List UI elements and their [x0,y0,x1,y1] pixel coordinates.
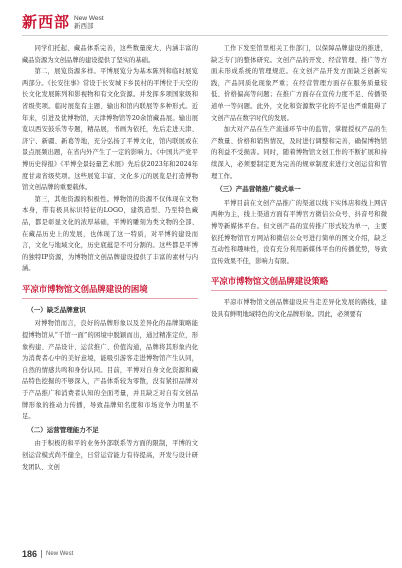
body-paragraph: 由于积极的和平的业务外部联系等方面的限制，平博的文创运营模式尚不健全，日常运营能力有待提高，开发与设计研发团队、文创 [22,440,198,471]
masthead [22,10,104,32]
subsection-heading: （一）缺乏品牌意识 [27,306,86,314]
journal-name: New West [46,551,74,557]
body-paragraph: 工作下发至馆里相关工作部门，以保障品牌建设的推进，缺乏专门的整体研究。文创产品的开发、经营管理、推广等方面未形成系统的管理规范。在文创产品开发方面缺乏创新实践，产品同质化现象严重；在经营管理方面存在服务质量较低、价格偏高等问题；在推广方面存在宣传力度不足、传播渠道单一等问题。此外，文化和资源数字化的不足也严重阻碍了文创产品在数字时代的发展。 [211,45,387,122]
body-paragraph: 同学们托起、藏品体系完善，这些数量庞大、内涵丰富的藏品资源为文创品牌的建设提供了坚实的基础。 [22,45,198,64]
header-divider [22,35,388,36]
journal-logo-english [74,15,104,30]
body-paragraph: 对博物馆而言，良好的品牌形象以及差异化的品牌策略能提博物馆从“千馆一面”的困境中脱颖而出，通过精准定位，形象构建、产品设计、运营推广、价值沟通，品牌将其形象内化为消费者心中的美好意境，能吸引游客走进博物馆产生认同，自然的情感共鸣和身份认同。目前，平博对自身文化资源和藏品特色挖掘的不够深入，产品体系较为零散，没有紧扣品牌对于产品推广和消费者认知的全面考量，并且缺乏对自有文创品牌形象的推动力传播，导致品牌知名度和市场竞争力明显不足。 [22,320,198,421]
left-column [22,43,198,473]
footer-separator [41,550,42,558]
logo-chinese-small: 新西部 [74,22,94,30]
page-footer [22,549,73,559]
body-paragraph: 加大对产品在生产流通环节中的监管，掌握授权产品的生产数量、价格和销售情况，及时进行调整和完善，确保博物馆的利益不受损害。同时，随着博物馆文创工作的不断扩展和持续深入，必须要制定更为完善的规章制度来进行文创运营和管理工作。 [211,126,387,180]
subsection-heading: （二）运营管理能力不足 [27,426,99,434]
section-heading: 平凉市博物馆文创品牌建设策略 [211,275,387,291]
journal-logo: 新西部 [22,12,71,31]
body-paragraph: 第二，展览资源多样。平博展览分为基本陈列和临时展览两部分。《长安往事》常设于长安城下乡民村的平博位于天空的长文化发展陈列和影视物和有文化资源。并发挥多项国家级和省级奖项。临时展览有主题、输出和馆内联展等多种形式。近年来，引进及优博物馆，天津博物馆等20余馆藏品展。输出展览以西安鼓乐等专题，精品展，书画为依托，先后走进天津、济宁、新疆、新葛等地，充分弘扬了平博文化，馆内联展或在景点展频出题，在省内外产生了一定的影响力。《中国共产党平博历史得报》《平博全景轻量艺术展》先后获2023年和2024年度甘肃省级奖项。这些展览丰富、文化多元的展览是打造博物馆文创品牌的重要载体。 [22,68,198,192]
right-column [211,43,387,320]
body-paragraph: 平凉市博物馆文创品牌建设应当走差异化发展的路线，建设具有鲜明地域特色的文化品牌形象。因此，必须要有 [211,299,387,318]
page-number: 186 [22,549,38,559]
body-paragraph: 第三，其他资源的积极性。博物馆的资源不仅体现在文物本身，带有极具标识特征的LOGO，建筑造型、乃至特色藏品，都是彰显文化的浓厚基础，平博的雕刻为类文物的全部、在藏品历史上的发展，也体现了这一特质，对平博的建设而言，文化与地域文化，历史底蕴是不可分割的。这些都是平博的独特IP资源，为博物馆文创品牌建设提供了丰富的素材与内涵。 [22,195,198,273]
subsection-heading: （三）产品营销推广模式单一 [216,186,301,194]
body-paragraph: 平博目前在文创产品推广的渠道以线下实体店和线上网店两种为主，线上渠道方面有平博官方微信公众号、抖音号和微博等新媒体平台。但文创产品的宣传推广形式较为单一，主要依托博物馆官方网站和微信公众号进行简单的图文介绍，缺乏互动性和趣味性，没有充分利用新媒体平台的传播优势，导致宣传效果不佳，影响力有限。 [211,199,387,265]
section-heading: 平凉市博物馆文创品牌建设的困境 [22,283,198,299]
logo-english-line: New West [74,15,104,22]
